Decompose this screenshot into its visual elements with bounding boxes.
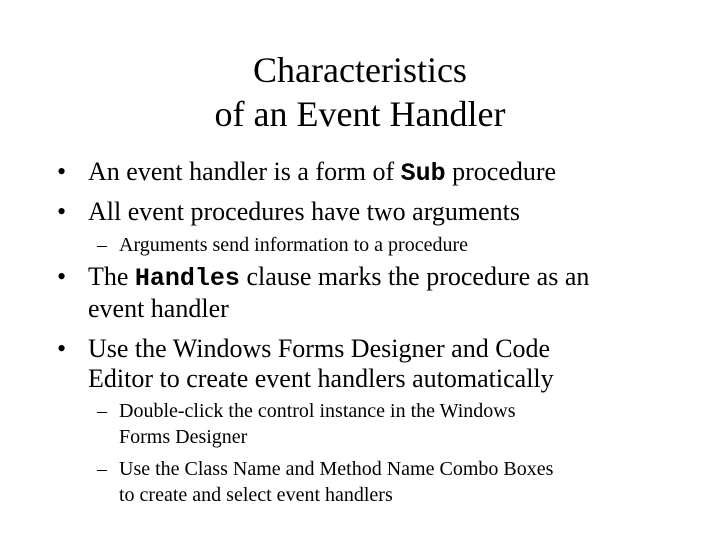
subbullet-text: Use the Class Name and Method Name Combo Boxes [119,458,554,480]
bullet-marker: • [57,262,67,291]
bullet-text: An event handler is a form of [88,157,401,186]
bullet-text: All event procedures have two arguments [88,197,520,226]
dash-marker: – [97,458,107,480]
bullet-marker: • [57,157,67,186]
bullet-windows-forms-designer [57,334,678,394]
subbullet-text: Arguments send information to a procedure [119,234,468,256]
subbullet-arguments-send-info [97,232,679,258]
bullet-marker: • [57,334,67,363]
dash-marker: – [97,234,107,256]
slide-title-line-2: of an Event Handler [214,94,506,134]
code-keyword-sub: Sub [400,159,446,188]
subbullet-double-click [97,398,679,450]
dash-marker: – [97,400,107,422]
bullet-text: Editor to create event handlers automatically [88,364,554,393]
subbullet-text: to create and select event handlers [119,484,393,506]
code-keyword-handles: Handles [134,264,240,293]
bullet-text: Use the Windows Forms Designer and Code [88,334,551,363]
bullet-handles-clause [57,262,678,324]
bullet-text: event handler [88,294,229,323]
bullet-two-arguments [57,197,678,227]
slide-title [0,48,720,136]
bullet-marker: • [57,197,67,226]
bullet-text: procedure [445,157,557,186]
subbullet-text: Double-click the control instance in the Windows [119,400,516,422]
subbullet-text: Forms Designer [119,426,248,448]
subbullet-combo-boxes [97,456,679,508]
bullet-event-handler-sub [57,157,678,189]
bullet-text: clause marks the procedure as an [239,262,590,291]
bullet-text: The [88,262,135,291]
slide-title-line-1: Characteristics [253,50,467,90]
